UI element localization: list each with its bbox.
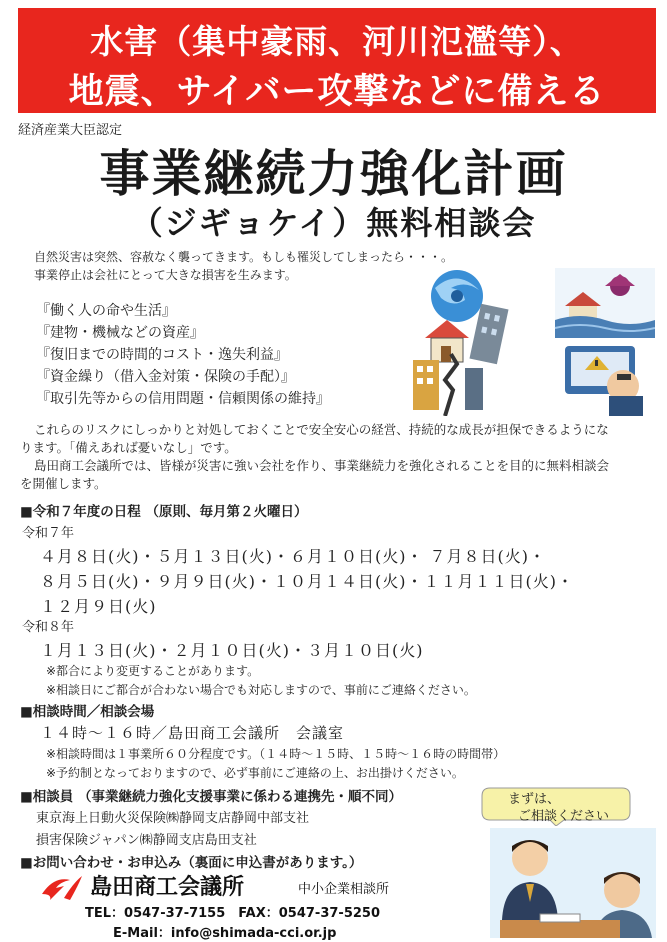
risk-item-2: 『建物・機械などの資産』 — [36, 325, 204, 341]
consultation-illustration — [490, 828, 656, 938]
earthquake-crack-icon — [445, 354, 457, 416]
organization-name: 島田商工会議所 — [90, 875, 245, 900]
header-banner — [18, 8, 656, 113]
chamber-logo-icon — [40, 872, 84, 902]
contact-phone-fax: TEL：0547-37-7155 FAX：0547-37-5250 — [85, 906, 380, 921]
venue-note-1: ※相談時間は１事業所６０分程度です。（１４時～１５時、１５時～１６時の時間帯） — [46, 747, 506, 761]
speech-line-1: まずは、 — [508, 792, 561, 807]
body-para1-line1: これらのリスクにしっかりと対処しておくことで安全安心の経営、持続的な成長が担保できるようにな — [34, 422, 609, 437]
contact-email[interactable]: E-Mail：info@shimada-cci.or.jp — [113, 926, 337, 941]
typhoon-icon — [431, 270, 483, 322]
schedule-note-1: ※都合により変更することがあります。 — [46, 664, 260, 678]
risk-item-1: 『働く人の命や生活』 — [36, 303, 176, 319]
body-para1-line2: ります。「備えあれば憂いなし」です。 — [20, 440, 237, 455]
body-para2-line2: を開催します。 — [20, 476, 107, 491]
schedule-r7-line1: ４月８日(火)・５月１３日(火)・６月１０日(火)・ ７月８日(火)・ — [40, 547, 547, 566]
intro-line-1: 自然災害は突然、容赦なく襲ってきます。もしも罹災してしまったら・・・。 — [34, 250, 454, 264]
schedule-r7-line2: ８月５日(火)・９月９日(火)・１０月１４日(火)・１１月１１日(火)・ — [40, 572, 574, 591]
schedule-r8-line1: １月１３日(火)・２月１０日(火)・３月１０日(火) — [40, 641, 424, 660]
venue-line: １４時～１６時／島田商工会議所 会議室 — [40, 724, 345, 742]
damaged-house-icon — [425, 320, 469, 362]
page-subtitle: （ジギョケイ）無料相談会 — [130, 204, 537, 242]
risk-item-5: 『取引先等からの信用問題・信頼関係の維持』 — [36, 391, 330, 407]
office-name: 中小企業相談所 — [298, 882, 390, 897]
speech-line-2: ご相談ください — [518, 809, 610, 824]
page-title: 事業継続力強化計画 — [99, 144, 568, 203]
inquiry-heading: ■お問い合わせ・お申込み（裏面に申込書があります。） — [20, 855, 363, 871]
intro-line-2: 事業停止は会社にとって大きな損害を生みます。 — [34, 268, 297, 282]
schedule-r8-label: 令和８年 — [22, 620, 75, 635]
advisor-item-2: 損害保険ジャパン㈱静岡支店島田支社 — [36, 833, 257, 848]
advisor-item-1: 東京海上日動火災保険㈱静岡支店静岡中部支社 — [36, 811, 310, 826]
banner-line-1: 水害（集中豪雨、河川氾濫等）、 — [90, 22, 584, 61]
schedule-heading: ■令和７年度の日程 （原則、毎月第２火曜日） — [20, 504, 308, 520]
disaster-illustration — [405, 268, 655, 416]
venue-heading: ■相談時間／相談会場 — [20, 704, 155, 720]
schedule-r7-line3: １２月９日(火) — [40, 597, 157, 616]
flood-icon — [555, 268, 655, 338]
risk-item-4: 『資金繰り（借入金対策・保険の手配）』 — [36, 369, 295, 385]
ministry-certification: 経済産業大臣認定 — [18, 123, 123, 138]
schedule-r7-label: 令和７年 — [22, 526, 75, 541]
advisors-heading: ■相談員 （事業継続力強化支援事業に係わる連携先・順不同） — [20, 789, 402, 805]
banner-line-2: 地震、サイバー攻撃などに備える — [68, 72, 606, 112]
venue-note-2: ※予約制となっておりますので、必ず事前にご連絡の上、お出掛けください。 — [46, 766, 464, 780]
cyber-attack-icon — [565, 346, 643, 416]
schedule-note-2: ※相談日にご都合が合わない場合でも対応しますので、事前にご連絡ください。 — [46, 683, 476, 697]
risk-item-3: 『復旧までの時間的コスト・逸失利益』 — [36, 347, 288, 363]
body-para2-line1: 島田商工会議所では、皆様が災害に強い会社を作り、事業継続力を強化されることを目的に無料相談会 — [34, 458, 610, 473]
